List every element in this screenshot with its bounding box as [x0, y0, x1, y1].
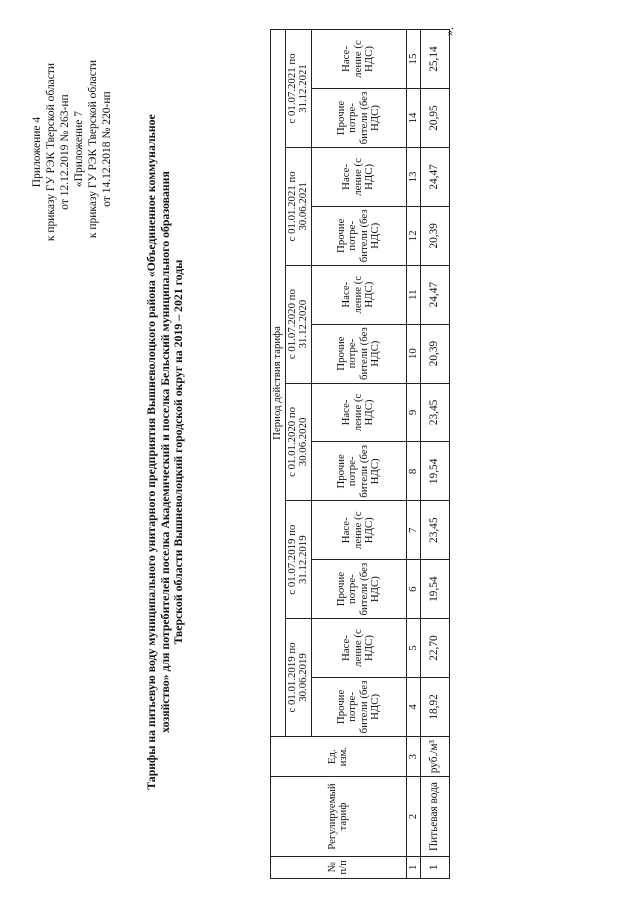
header-period-2: с 01.07.2019 по 31.12.2019	[285, 501, 311, 619]
column-number: 13	[406, 147, 421, 206]
column-number: 4	[406, 677, 421, 736]
header-other-consumers: Прочие потре- бители (без НДС)	[311, 677, 406, 736]
appendix-7-header	[72, 14, 114, 284]
header-population: Насе- ление (с НДС)	[311, 265, 406, 324]
tariff-name: Питьевая вода	[421, 777, 450, 856]
header-other-consumers: Прочие потре- бители (без НДС)	[311, 560, 406, 619]
title-line: хозяйство» для потребителей поселка Академический и поселка Бельский муниципального образования	[157, 171, 172, 733]
column-number: 10	[406, 324, 421, 383]
header-unit: Ед. изм.	[271, 736, 407, 777]
appendix-7-line: от 14.12.2018 № 220-нп	[101, 91, 113, 207]
tariff-value: 20,95	[421, 89, 450, 148]
header-period-4: с 01.07.2020 по 31.12.2020	[285, 265, 311, 383]
header-other-consumers: Прочие потре- бители (без НДС)	[311, 442, 406, 501]
header-period-6: с 01.07.2021 по 31.12.2021	[285, 30, 311, 148]
column-number: 9	[406, 383, 421, 442]
column-number: 14	[406, 89, 421, 148]
column-number: 15	[406, 30, 421, 89]
closing-quote: ».	[442, 27, 456, 36]
column-number: 3	[406, 736, 421, 777]
column-number: 12	[406, 206, 421, 265]
tariff-value: 20,39	[421, 206, 450, 265]
document-title	[145, 0, 186, 904]
column-number: 8	[406, 442, 421, 501]
header-population: Насе- ление (с НДС)	[311, 147, 406, 206]
appendix-4-line: от 12.12.2019 № 263-нп	[59, 94, 71, 210]
header-row-number: № п/п	[271, 856, 407, 878]
appendix-7-line: «Приложение 7	[73, 110, 85, 188]
appendix-4-header	[30, 32, 72, 272]
tariff-table	[270, 29, 450, 879]
tariff-value: 20,39	[421, 324, 450, 383]
column-number: 6	[406, 560, 421, 619]
header-population: Насе- ление (с НДС)	[311, 619, 406, 678]
header-other-consumers: Прочие потре- бители (без НДС)	[311, 89, 406, 148]
header-period-5: с 01.01.2021 по 30.06.2021	[285, 147, 311, 265]
tariff-value: 23,45	[421, 383, 450, 442]
column-number: 5	[406, 619, 421, 678]
column-number: 11	[406, 265, 421, 324]
table-row	[421, 30, 450, 879]
appendix-4-line: Приложение 4	[31, 116, 43, 188]
appendix-4-line: к приказу ГУ РЭК Тверской области	[45, 62, 57, 242]
header-tariff: Регулируемый тариф	[271, 777, 407, 856]
appendix-7-line: к приказу ГУ РЭК Тверской области	[87, 59, 99, 239]
tariff-value: 19,54	[421, 560, 450, 619]
tariff-value: 25,14	[421, 30, 450, 89]
tariff-unit: руб./м³	[421, 736, 450, 777]
column-number: 2	[406, 777, 421, 856]
title-line: Тарифы на питьевую воду муниципального унитарного предприятия Вышневолоцкого района «Объединенное коммунальное	[144, 114, 158, 790]
header-period-3: с 01.01.2020 по 30.06.2020	[285, 383, 311, 501]
tariff-value: 24,47	[421, 265, 450, 324]
row-number: 1	[421, 856, 450, 878]
header-other-consumers: Прочие потре- бители (без НДС)	[311, 206, 406, 265]
tariff-value: 23,45	[421, 501, 450, 560]
header-population: Насе- ление (с НДС)	[311, 383, 406, 442]
tariff-value: 24,47	[421, 147, 450, 206]
column-number: 7	[406, 501, 421, 560]
header-period-1: с 01.01.2019 по 30.06.2019	[285, 619, 311, 737]
tariff-value: 19,54	[421, 442, 450, 501]
header-period: Период действия тарифа	[271, 30, 286, 737]
title-line: Тверской области Вышневолоцкий городской округ на 2019 – 2021 годы	[171, 259, 185, 645]
header-other-consumers: Прочие потре- бители (без НДС)	[311, 324, 406, 383]
header-population: Насе- ление (с НДС)	[311, 30, 406, 89]
tariff-value: 18,92	[421, 677, 450, 736]
column-number: 1	[406, 856, 421, 878]
tariff-value: 22,70	[421, 619, 450, 678]
header-population: Насе- ление (с НДС)	[311, 501, 406, 560]
